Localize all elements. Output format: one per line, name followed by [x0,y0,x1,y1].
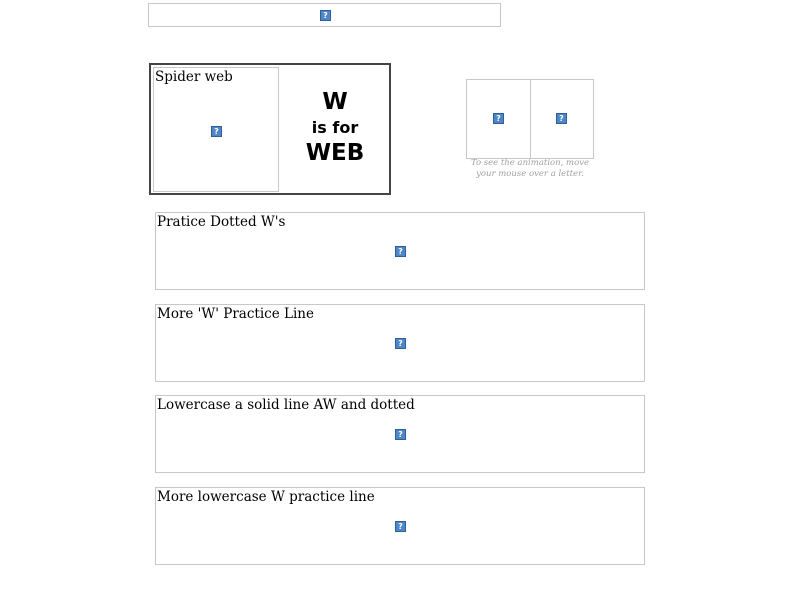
is-for-text: is for [311,118,359,137]
broken-image-icon [395,246,406,257]
animated-letter-image[interactable] [493,113,504,124]
divider [530,80,531,158]
animation-instructions [450,158,610,180]
spider-web-image-panel [153,67,279,192]
animated-letter-image[interactable] [556,113,567,124]
practice-section-more-w [155,304,645,382]
web-word-heading: WEB [305,140,365,166]
section-label: More lowercase W practice line [157,489,375,505]
broken-image-icon [395,429,406,440]
animation-instructions-line: To see the animation, move [470,158,590,168]
broken-image-icon [320,10,331,21]
practice-section-dotted [155,212,645,290]
practice-section-more-lowercase [155,487,645,565]
section-label: Pratice Dotted W's [157,214,286,230]
header-banner [148,3,501,27]
animation-instructions-line: your mouse over a letter. [476,169,584,179]
spider-web-caption: Spider web [155,69,233,85]
section-label: Lowercase a solid line AW and dotted [157,397,415,413]
spider-web-card [149,63,391,195]
w-letter-heading: W [322,89,348,115]
animated-letters-box [466,79,594,159]
broken-image-icon [395,338,406,349]
section-label: More 'W' Practice Line [157,306,314,322]
broken-image-icon [211,126,222,137]
practice-section-lowercase [155,395,645,473]
broken-image-icon [395,521,406,532]
